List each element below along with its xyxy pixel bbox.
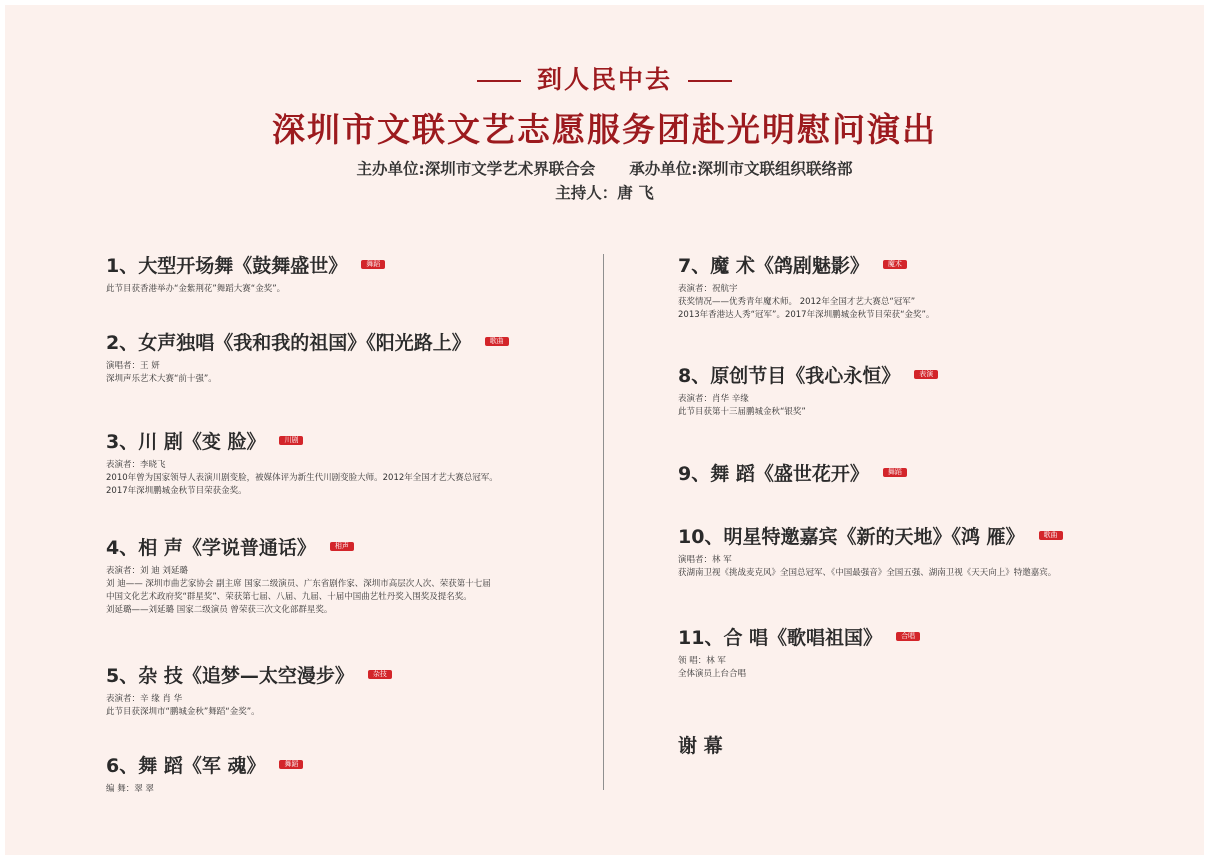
genre-tag: 舞蹈	[883, 468, 907, 477]
item-title: 8、原创节目《我心永恒》 表演	[678, 364, 938, 388]
item-detail: 全体演员上台合唱	[678, 669, 747, 679]
organizers-line	[0, 157, 1209, 179]
item-detail: 此节目获香港举办“金紫荆花”舞蹈大赛“金奖”。	[106, 284, 286, 294]
item-title: 10、明星特邀嘉宾《新的天地》《鸿 雁》 歌曲	[678, 525, 1063, 549]
program-item	[106, 254, 385, 296]
item-detail: 2017年深圳鹏城金秋节目荣获金奖。	[106, 486, 247, 496]
item-detail: 演唱者：王 妍	[106, 361, 160, 371]
item-detail: 此节目获深圳市“鹏城金秋”舞蹈“金奖”。	[106, 707, 260, 717]
item-title: 4、相 声《学说普通话》 相声	[106, 536, 491, 560]
item-title: 6、舞 蹈《军 魂》 舞蹈	[106, 754, 303, 778]
item-title: 7、魔 术《鸽剧魅影》 魔术	[678, 254, 934, 278]
program-item	[678, 525, 1063, 580]
decorative-dash-left	[477, 80, 521, 82]
genre-tag: 合唱	[896, 632, 920, 641]
program-item	[106, 664, 392, 719]
program-item	[678, 462, 907, 486]
item-detail: 2013年香港达人秀“冠军”。2017年深圳鹏城金秋节目荣获“金奖”。	[678, 310, 935, 320]
item-title: 11、合 唱《歌唱祖国》 合唱	[678, 626, 920, 650]
program-item	[678, 254, 934, 322]
program-item	[106, 331, 509, 386]
item-detail: 2010年曾为国家领导人表演川剧变脸，被媒体评为新生代川剧变脸大师。2012年全国才艺大赛总冠军。	[106, 473, 498, 483]
program-item	[678, 364, 938, 419]
item-title: 2、女声独唱《我和我的祖国》《阳光路上》 歌曲	[106, 331, 509, 355]
item-detail: 表演者：祝航宇	[678, 284, 738, 294]
item-detail: 表演者：肖华 辛缘	[678, 394, 749, 404]
decorative-dash-right	[688, 80, 732, 82]
item-detail: 获奖情况——优秀青年魔术师。 2012年全国才艺大赛总“冠军”	[678, 297, 916, 307]
genre-tag: 相声	[330, 542, 354, 551]
genre-tag: 歌曲	[485, 337, 509, 346]
genre-tag: 川剧	[279, 436, 303, 445]
genre-tag: 歌曲	[1039, 531, 1063, 540]
program-item	[106, 536, 491, 617]
genre-tag: 杂技	[368, 670, 392, 679]
program-item	[106, 430, 498, 498]
item-detail: 表演者：刘 迪 刘延璐	[106, 566, 188, 576]
genre-tag: 舞蹈	[279, 760, 303, 769]
item-detail: 此节目获第十三届鹏城金秋“银奖”	[678, 407, 806, 417]
subtitle-text: 到人民中去	[536, 65, 672, 94]
item-detail: 表演者：辛 缘 肖 华	[106, 694, 183, 704]
item-detail: 编 舞：翠 翠	[106, 784, 154, 794]
item-detail: 表演者：李晓飞	[106, 460, 166, 470]
item-title: 5、杂 技《追梦—太空漫步》 杂技	[106, 664, 392, 688]
item-title: 1、大型开场舞《鼓舞盛世》 舞蹈	[106, 254, 385, 278]
item-title: 9、舞 蹈《盛世花开》 舞蹈	[678, 462, 907, 486]
column-divider	[603, 254, 604, 790]
program-item	[678, 626, 920, 681]
item-detail: 领 唱：林 军	[678, 656, 726, 666]
genre-tag: 魔术	[883, 260, 907, 269]
program-item	[106, 754, 303, 796]
item-title: 3、川 剧《变 脸》 川剧	[106, 430, 498, 454]
item-detail: 中国文化艺术政府奖“群星奖”、荣获第七届、八届、九届、十届中国曲艺牡丹奖入围奖及提名奖。	[106, 592, 472, 602]
genre-tag: 舞蹈	[361, 260, 385, 269]
co-organizer: 承办单位:深圳市文联组织联络部	[629, 160, 853, 178]
item-detail: 演唱者：林 军	[678, 555, 732, 565]
organizer: 主办单位:深圳市文学艺术界联合会	[356, 160, 596, 178]
item-detail: 刘 迪—— 深圳市曲艺家协会 副主席 国家二级演员、广东省剧作家、深圳市高层次人次、荣获第十七届	[106, 579, 491, 589]
item-detail: 深圳声乐艺术大赛“前十强”。	[106, 374, 217, 384]
item-detail: 获湖南卫视《挑战麦克风》全国总冠军、《中国最强音》全国五强、湖南卫视《天天向上》特邀嘉宾。	[678, 568, 1057, 578]
host-line: 主持人：唐 飞	[555, 184, 654, 202]
genre-tag: 表演	[914, 370, 938, 379]
item-detail: 刘延璐——刘延璐 国家二级演员 曾荣获三次文化部群星奖。	[106, 605, 333, 615]
program-title: 深圳市文联文艺志愿服务团赴光明慰问演出	[272, 110, 937, 149]
program-subtitle	[0, 60, 1209, 96]
closing-curtain: 谢 幕	[678, 735, 723, 757]
